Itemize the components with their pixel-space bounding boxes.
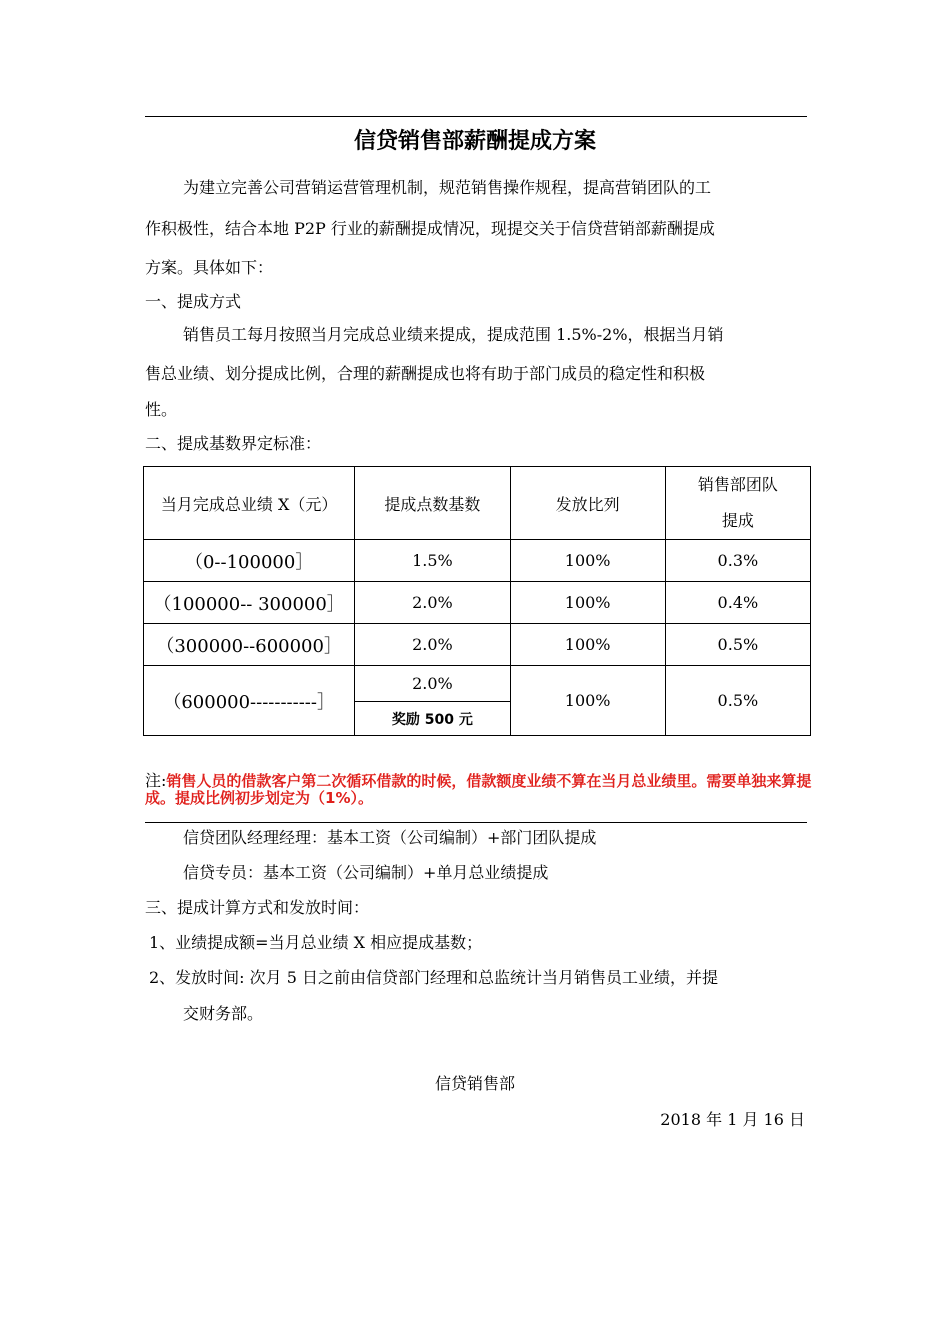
red-note xyxy=(145,772,813,807)
ratio-cell: 100% xyxy=(510,540,665,582)
middle-rule xyxy=(145,822,807,823)
section-1-line-3: 性。 xyxy=(145,400,178,419)
intro-line-2: 作积极性，结合本地 P2P 行业的薪酬提成情况，现提交关于信贷营销部薪酬提成 xyxy=(145,219,715,238)
item-2-line-2: 交财务部。 xyxy=(183,1004,264,1023)
section-1-line-2: 售总业绩、划分提成比例，合理的薪酬提成也将有助于部门成员的稳定性和积极 xyxy=(145,364,706,383)
range-cell: （600000-----------］ xyxy=(144,666,355,736)
staff-salary: 信贷专员：基本工资（公司编制）+单月总业绩提成 xyxy=(183,863,549,882)
intro-line-1: 为建立完善公司营销运营管理机制，规范销售操作规程，提高营销团队的工 xyxy=(183,178,712,197)
range-cell: （100000-- 300000］ xyxy=(144,582,355,624)
item-1: 1、业绩提成额=当月总业绩 X 相应提成基数； xyxy=(149,933,483,952)
header-sales: 当月完成总业绩 X（元） xyxy=(144,467,355,540)
ratio-cell: 100% xyxy=(510,666,665,736)
item-2-line-1: 2、发放时间: 次月 5 日之前由信贷部门经理和总监统计当月销售员工业绩，并提 xyxy=(149,968,719,987)
table-row xyxy=(144,666,811,702)
section-3-heading: 三、提成计算方式和发放时间： xyxy=(145,898,370,917)
department-signature: 信贷销售部 xyxy=(434,1074,515,1093)
base-cell: 2.0% xyxy=(355,666,510,702)
table-row xyxy=(144,582,811,624)
note-text: 销售人员的借款客户第二次循环借款的时候，借款额度业绩不算在当月总业绩里。需要单独来算提成。提成比例初步划定为（1%）。 xyxy=(145,772,812,807)
ratio-cell: 100% xyxy=(510,582,665,624)
team-cell: 0.3% xyxy=(665,540,810,582)
section-1-line-1: 销售员工每月按照当月完成总业绩来提成，提成范围 1.5%-2%，根据当月销 xyxy=(183,325,724,344)
base-cell: 2.0% xyxy=(355,624,510,666)
header-team-line-2: 提成 xyxy=(721,511,754,530)
note-lead: 注: xyxy=(145,771,167,790)
section-2-heading: 二、提成基数界定标准： xyxy=(145,434,322,453)
range-cell: （300000--600000］ xyxy=(144,624,355,666)
commission-table xyxy=(143,466,811,736)
table-row xyxy=(144,540,811,582)
page-title: 信贷销售部薪酬提成方案 xyxy=(353,129,596,154)
team-cell: 0.5% xyxy=(665,666,810,736)
document-date: 2018 年 1 月 16 日 xyxy=(660,1110,805,1129)
section-1-heading: 一、提成方式 xyxy=(145,292,242,311)
table-row xyxy=(144,624,811,666)
base-cell: 2.0% xyxy=(355,582,510,624)
team-cell: 0.5% xyxy=(665,624,810,666)
intro-line-3: 方案。具体如下： xyxy=(145,258,274,277)
team-cell: 0.4% xyxy=(665,582,810,624)
base-cell: 1.5% xyxy=(355,540,510,582)
bonus-cell: 奖励 500 元 xyxy=(355,702,510,736)
top-rule xyxy=(145,116,807,117)
header-base: 提成点数基数 xyxy=(355,467,510,540)
ratio-cell: 100% xyxy=(510,624,665,666)
header-ratio: 发放比列 xyxy=(510,467,665,540)
header-team xyxy=(665,467,810,540)
manager-salary: 信贷团队经理经理：基本工资（公司编制）+部门团队提成 xyxy=(183,828,597,847)
range-cell: （0--100000］ xyxy=(144,540,355,582)
table-header-row xyxy=(144,467,811,540)
header-team-line-1: 销售部团队 xyxy=(697,475,778,494)
